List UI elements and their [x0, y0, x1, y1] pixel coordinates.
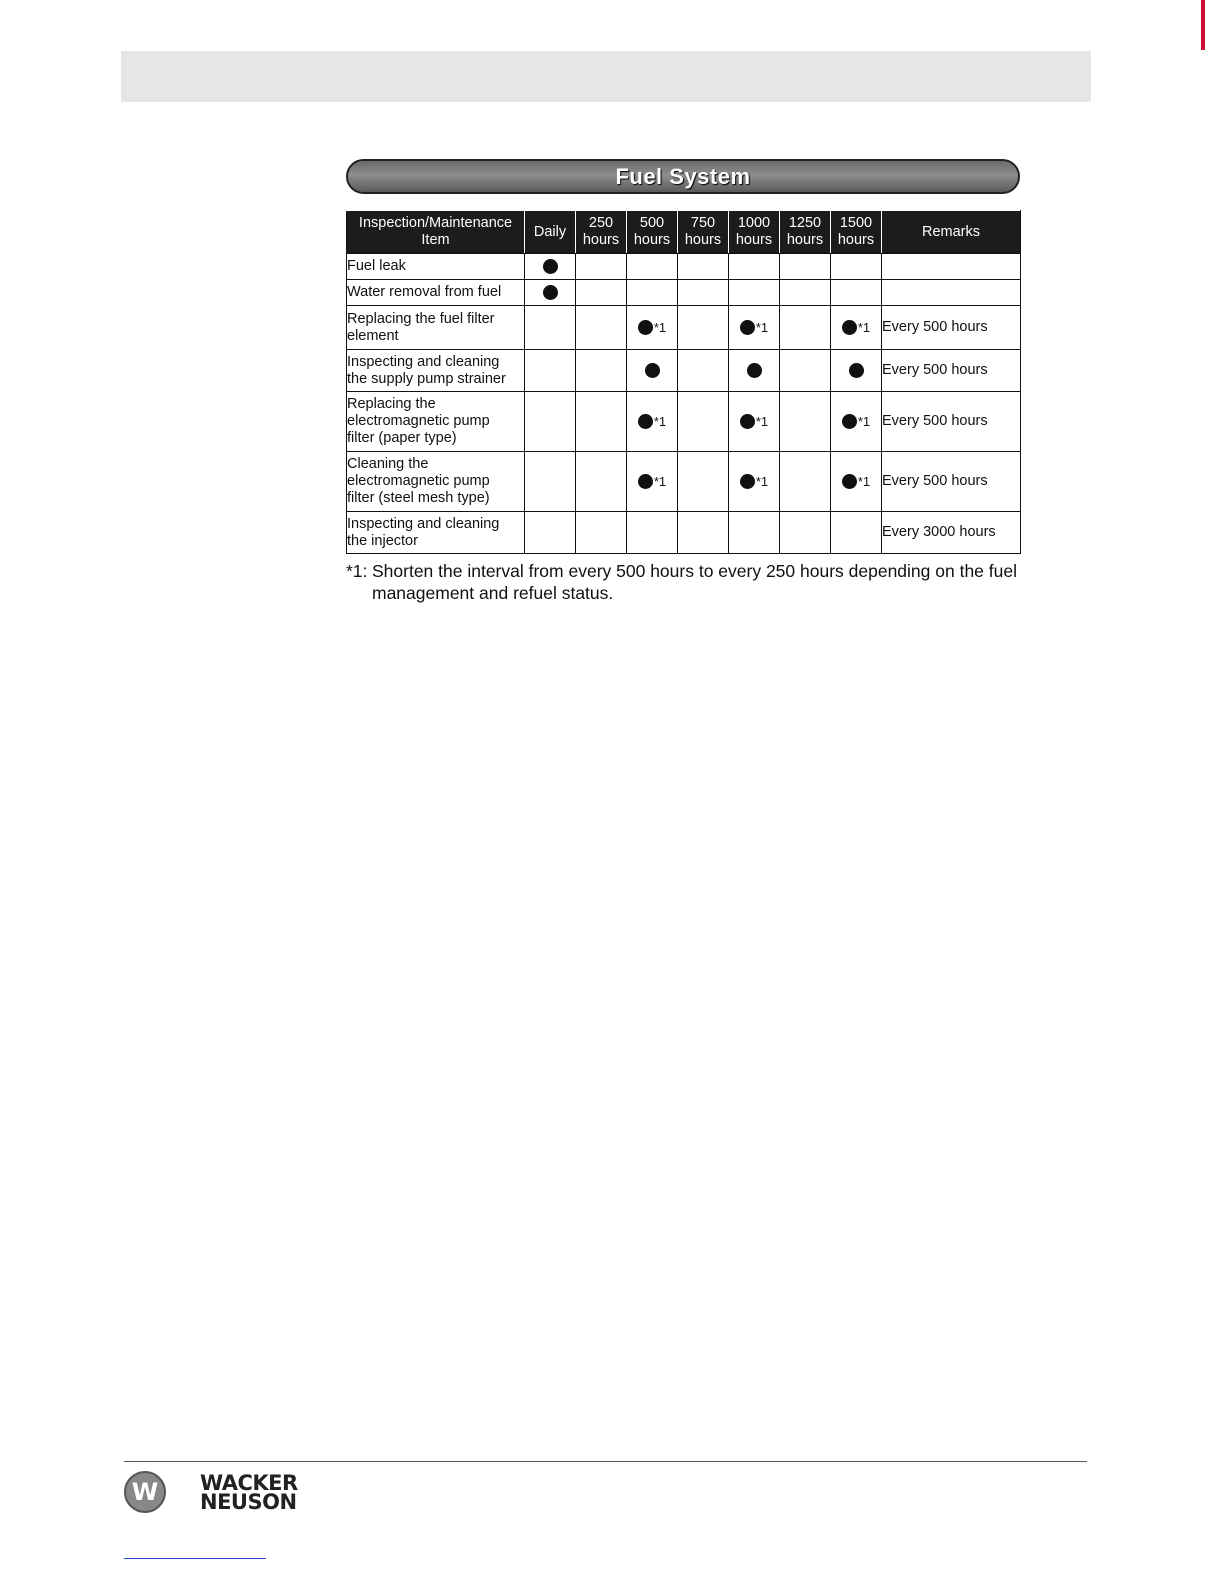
interval-cell: [780, 350, 831, 392]
interval-cell: [831, 452, 882, 512]
footnote-ref: *1: [857, 319, 871, 335]
column-header-line: 750: [690, 215, 716, 231]
column-header: [831, 211, 882, 254]
interval-cell: [576, 452, 627, 512]
item-text-line: element: [347, 327, 399, 344]
maintenance-dot-icon: [740, 414, 755, 429]
interval-cell: [627, 512, 678, 554]
maintenance-dot-icon: [543, 285, 558, 300]
interval-cell: [678, 392, 729, 452]
item-text-line: the supply pump strainer: [347, 370, 506, 387]
footnote-text: Shorten the interval from every 500 hours to every 250 hours depending on the fuel management and refuel status.: [372, 561, 1017, 603]
column-header-line: hours: [735, 232, 773, 248]
column-header-line: hours: [837, 232, 875, 248]
column-header-line: 1000: [737, 215, 771, 231]
footnote-ref: *1: [857, 473, 871, 489]
item-text-line: the injector: [347, 532, 418, 549]
interval-cell: [627, 306, 678, 350]
column-header: [576, 211, 627, 254]
maintenance-dot-icon: [842, 474, 857, 489]
interval-cell: [525, 350, 576, 392]
interval-cell: [525, 452, 576, 512]
footnote: [346, 560, 1026, 604]
maintenance-table: [346, 210, 1021, 554]
interval-cell: [576, 254, 627, 280]
item-text-line: Fuel leak: [347, 258, 406, 274]
column-header-line: hours: [582, 232, 620, 248]
column-header: [729, 211, 780, 254]
item-cell: [347, 452, 525, 512]
column-header-line: Inspection/Maintenance: [358, 215, 513, 231]
interval-cell: [525, 512, 576, 554]
interval-cell: [627, 452, 678, 512]
interval-cell: [780, 280, 831, 306]
column-header: [882, 211, 1021, 254]
interval-cell: [780, 452, 831, 512]
table-row: [347, 254, 1021, 280]
interval-cell: [525, 306, 576, 350]
interval-cell: [729, 350, 780, 392]
interval-cell: [678, 350, 729, 392]
remarks-cell: Every 500 hours: [882, 350, 1021, 392]
item-text-line: Replacing the: [347, 396, 436, 412]
interval-cell: [831, 280, 882, 306]
brand-wordmark: [200, 1471, 298, 1514]
footnote-ref: *1: [755, 473, 769, 489]
interval-cell: [780, 392, 831, 452]
column-header: [525, 211, 576, 254]
item-text-line: Cleaning the: [347, 456, 429, 472]
interval-cell: [576, 392, 627, 452]
footnote-ref: *1: [653, 319, 667, 335]
interval-cell: [627, 350, 678, 392]
table-row: [347, 350, 1021, 392]
interval-cell: [780, 512, 831, 554]
column-header: [780, 211, 831, 254]
remarks-cell: Every 500 hours: [882, 306, 1021, 350]
table-row: [347, 280, 1021, 306]
header-band: [121, 51, 1091, 102]
interval-cell: [729, 280, 780, 306]
column-header-line: Item: [421, 232, 450, 248]
interval-cell: [576, 512, 627, 554]
interval-cell: [678, 512, 729, 554]
brand-logo-letter: W: [131, 1478, 159, 1506]
maintenance-dot-icon: [842, 414, 857, 429]
interval-cell: [678, 452, 729, 512]
interval-cell: [678, 306, 729, 350]
table-row: [347, 306, 1021, 350]
footer-divider: [124, 1461, 1087, 1462]
item-text-line: filter (paper type): [347, 430, 457, 446]
maintenance-dot-icon: [740, 320, 755, 335]
remarks-cell: Every 500 hours: [882, 392, 1021, 452]
column-header-line: Remarks: [921, 223, 980, 240]
remarks-cell: [882, 254, 1021, 280]
remarks-cell: Every 500 hours: [882, 452, 1021, 512]
maintenance-dot-icon: [740, 474, 755, 489]
footnote-ref: *1: [755, 319, 769, 335]
interval-cell: [525, 280, 576, 306]
remarks-cell: [882, 280, 1021, 306]
column-header-line: 1250: [788, 215, 822, 231]
item-cell: [347, 392, 525, 452]
maintenance-dot-icon: [645, 363, 660, 378]
interval-cell: [678, 254, 729, 280]
item-cell: [347, 350, 525, 392]
footnote-ref: *1: [653, 413, 667, 429]
maintenance-dot-icon: [849, 363, 864, 378]
item-text-line: Water removal from fuel: [347, 284, 502, 300]
page-edge-mark: [1201, 0, 1205, 50]
item-cell: [347, 306, 525, 350]
interval-cell: [831, 350, 882, 392]
column-header-line: Daily: [533, 223, 567, 240]
interval-cell: [831, 512, 882, 554]
column-header: [347, 211, 525, 254]
column-header-line: 500: [639, 215, 665, 231]
maintenance-dot-icon: [638, 320, 653, 335]
column-header-line: hours: [633, 232, 671, 248]
interval-cell: [525, 254, 576, 280]
footnote-ref: *1: [755, 413, 769, 429]
item-text-line: electromagnetic pump: [347, 413, 490, 429]
interval-cell: [729, 306, 780, 350]
interval-cell: [525, 392, 576, 452]
brand-name-line1: WACKER: [200, 1471, 298, 1495]
section-title: Fuel System: [615, 163, 751, 189]
interval-cell: [831, 392, 882, 452]
table-row: [347, 452, 1021, 512]
maintenance-dot-icon: [543, 259, 558, 274]
interval-cell: [627, 280, 678, 306]
column-header-line: hours: [786, 232, 824, 248]
section-banner: [346, 159, 1020, 194]
maintenance-dot-icon: [747, 363, 762, 378]
interval-cell: [831, 254, 882, 280]
item-text-line: filter (steel mesh type): [347, 490, 490, 506]
interval-cell: [576, 350, 627, 392]
footnote-ref: *1: [857, 413, 871, 429]
item-cell: [347, 512, 525, 554]
item-text-line: Inspecting and cleaning: [347, 515, 500, 532]
maintenance-dot-icon: [638, 414, 653, 429]
interval-cell: [576, 306, 627, 350]
item-text-line: Replacing the fuel filter: [347, 310, 495, 327]
column-header-line: hours: [684, 232, 722, 248]
interval-cell: [729, 452, 780, 512]
interval-cell: [780, 254, 831, 280]
brand-name-line2: NEUSON: [200, 1490, 297, 1514]
table-row: [347, 392, 1021, 452]
column-header-line: 250: [588, 215, 614, 231]
interval-cell: [678, 280, 729, 306]
remarks-cell: Every 3000 hours: [882, 512, 1021, 554]
interval-cell: [627, 392, 678, 452]
interval-cell: [627, 254, 678, 280]
item-text-line: Inspecting and cleaning: [347, 353, 500, 370]
item-text-line: electromagnetic pump: [347, 473, 490, 489]
item-cell: [347, 280, 525, 306]
interval-cell: [831, 306, 882, 350]
column-header-line: 1500: [839, 215, 873, 231]
table-header-row: [347, 211, 1021, 254]
interval-cell: [729, 254, 780, 280]
interval-cell: [780, 306, 831, 350]
footnote-ref: *1: [653, 473, 667, 489]
footer-link-underline[interactable]: [124, 1558, 266, 1559]
table-row: [347, 512, 1021, 554]
interval-cell: [576, 280, 627, 306]
maintenance-dot-icon: [842, 320, 857, 335]
column-header: [627, 211, 678, 254]
item-cell: [347, 254, 525, 280]
column-header: [678, 211, 729, 254]
brand-logo-icon: [124, 1471, 166, 1513]
maintenance-dot-icon: [638, 474, 653, 489]
footnote-mark: *1:: [346, 561, 368, 581]
interval-cell: [729, 512, 780, 554]
interval-cell: [729, 392, 780, 452]
